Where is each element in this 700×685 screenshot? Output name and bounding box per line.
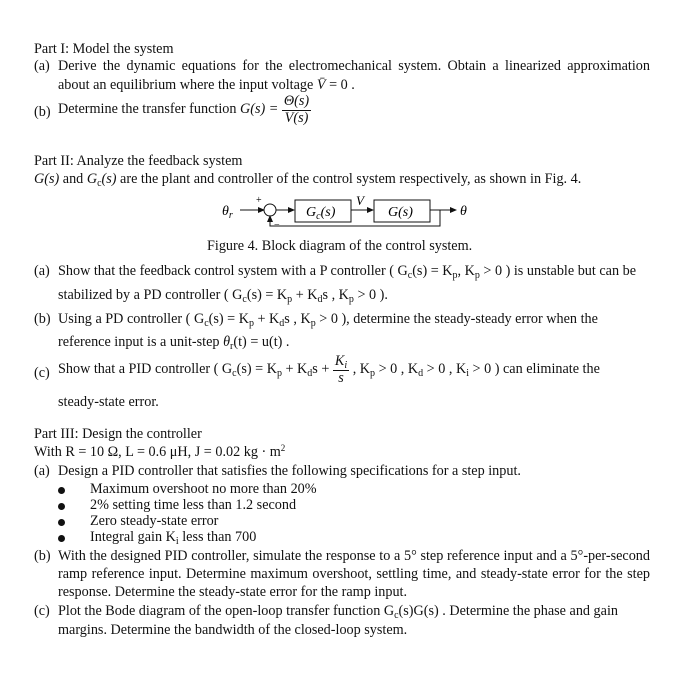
part3-a-text: Design a PID controller that satisfies the following specifications for a step input. xyxy=(58,463,521,479)
plus-sign: + xyxy=(256,195,262,206)
part1-b-label: (b) xyxy=(34,104,51,120)
bullet-marker xyxy=(58,519,65,526)
spec-zero-error: Zero steady-state error xyxy=(90,513,219,529)
part1-heading: Part I: Model the system xyxy=(34,41,174,57)
minus-sign: − xyxy=(274,220,280,230)
part3-b-label: (b) xyxy=(34,548,51,564)
part2-heading: Part II: Analyze the feedback system xyxy=(34,153,243,169)
input-theta-label: $\theta_r$ xyxy=(222,204,233,221)
transfer-function-fraction: $\frac{\Theta(s)}{V(s)}$ xyxy=(283,93,310,126)
integral-term-fraction: $\frac{K_i}{s}$ xyxy=(334,353,348,386)
spec-settling-time: 2% setting time less than 1.2 second xyxy=(90,497,297,513)
part2-c-line2: steady-state error. xyxy=(58,394,159,410)
summing-junction xyxy=(264,204,276,216)
part3-c-line2: margins. Determine the bandwidth of the closed-loop system. xyxy=(58,622,408,638)
output-theta-label: θ xyxy=(460,204,467,219)
voltage-signal-label: V xyxy=(356,193,364,208)
controller-label: $G_c(s)$ xyxy=(306,205,336,222)
part1-b-line: Determine the transfer function G(s) = $\frac{\Theta(s)}{V(s)}$ xyxy=(58,93,310,126)
block-diagram xyxy=(220,192,480,230)
part3-b-line3: response. Determine the steady-state error for the ramp input. xyxy=(58,584,408,600)
part1-a-line2: about an equilibrium where the input voltage V̄ = 0 . xyxy=(58,77,355,93)
part2-c-label: (c) xyxy=(34,365,50,381)
part1-a-line1: Derive the dynamic equations for the electromechanical system. Obtain a linearized approximation xyxy=(58,58,650,74)
part1-a-label: (a) xyxy=(34,58,50,74)
part2-a-line1: Show that the feedback control system with a P controller ( $G_c(s) = K_p$, $K_p > 0$ ) is unstable but can be xyxy=(58,263,637,281)
bullet-marker xyxy=(58,487,65,494)
part2-c-line1: Show that a PID controller ( $G_c(s) = K_p + K_ds$ + $\frac{K_i}{s}$ , $K_p > 0$ , $K_d > 0$ , $K_i > 0$ ) can eliminate the xyxy=(58,353,600,386)
part3-b-line1: With the designed PID controller, simulate the response to a 5° step reference input and a 5°-per-second xyxy=(58,548,650,564)
bullet-marker xyxy=(58,503,65,510)
part3-c-label: (c) xyxy=(34,603,50,619)
spec-overshoot: Maximum overshoot no more than 20% xyxy=(90,481,317,497)
part2-b-line2: reference input is a unit-step $\theta_r(t) = u(t)$ . xyxy=(58,334,290,352)
part2-a-label: (a) xyxy=(34,263,50,279)
figure-caption: Figure 4. Block diagram of the control system. xyxy=(207,238,473,254)
part2-a-line2: stabilized by a PD controller ( $G_c(s) = K_p + K_ds$ , $K_p > 0$ ). xyxy=(58,287,388,305)
part3-b-line2: ramp reference input. Determine maximum overshoot, settling time, and steady-state error for the step xyxy=(58,566,650,582)
plant-label: G(s) xyxy=(388,205,413,220)
part3-heading: Part III: Design the controller xyxy=(34,426,202,442)
part3-a-label: (a) xyxy=(34,463,50,479)
part3-given: With R = 10 Ω, L = 0.6 μH, J = 0.02 kg · $m^2$ xyxy=(34,443,286,460)
voltage-bar-symbol: V̄ xyxy=(316,77,326,93)
spec-integral-gain: Integral gain $K_i$ less than 700 xyxy=(90,529,257,547)
part3-c-line1: Plot the Bode diagram of the open-loop transfer function $G_c(s)G(s)$ . Determine the phase and gain xyxy=(58,603,618,621)
part2-b-label: (b) xyxy=(34,311,51,327)
part2-intro: G(s) and $G_c(s)$ are the plant and controller of the control system respectively, as shown in Fig. 4. xyxy=(34,171,582,189)
part2-b-line1: Using a PD controller ( $G_c(s) = K_p + K_ds$ , $K_p > 0$ ), determine the steady-steady error when the xyxy=(58,311,598,329)
bullet-marker xyxy=(58,535,65,542)
